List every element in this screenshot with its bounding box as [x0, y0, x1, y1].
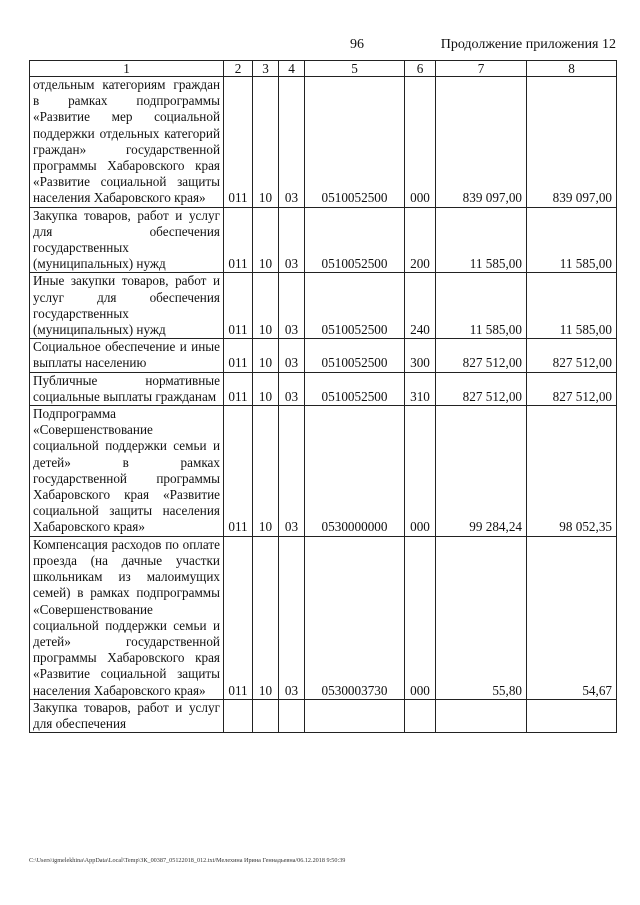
cell-target-item: 0510052500: [305, 207, 405, 273]
cell-target-item: [305, 699, 405, 732]
cell-expense-type: 000: [405, 77, 436, 208]
cell-expense-type: 300: [405, 339, 436, 372]
cell-amount-1: 827 512,00: [436, 372, 527, 405]
cell-subsection: 03: [279, 207, 305, 273]
cell-ministry: 011: [224, 77, 253, 208]
cell-ministry: [224, 699, 253, 732]
cell-section: 10: [253, 536, 279, 699]
row-name: Иные закупки товаров, работ и услуг для обеспечения государственных (муниципальных) нужд: [30, 273, 224, 339]
cell-amount-1: 827 512,00: [436, 339, 527, 372]
row-name: Закупка товаров, работ и услуг для обеспечения: [30, 699, 224, 732]
cell-ministry: 011: [224, 273, 253, 339]
cell-subsection: 03: [279, 77, 305, 208]
cell-expense-type: 000: [405, 536, 436, 699]
cell-target-item: 0530003730: [305, 536, 405, 699]
table-row: [30, 536, 617, 699]
cell-amount-2: 827 512,00: [527, 339, 617, 372]
row-name: Закупка товаров, работ и услуг для обеспечения государственных (муниципальных) нужд: [30, 207, 224, 273]
table-row: [30, 273, 617, 339]
cell-ministry: 011: [224, 372, 253, 405]
row-name: Подпрограмма «Совершенствование социальной поддержки семьи и детей» в рамках государственной программы Хабаровского края «Развитие социальной защиты населения Хабаровского края»: [30, 406, 224, 537]
row-name: Компенсация расходов по оплате проезда (на дачные участки школьникам из малоимущих семей) в рамках подпрограммы «Совершенствование социальной поддержки семьи и детей» государственной программы Хабаровского края «Развитие социальной защиты населения Хабаровского края»: [30, 536, 224, 699]
table-row: [30, 372, 617, 405]
cell-amount-2: 54,67: [527, 536, 617, 699]
cell-amount-1: 11 585,00: [436, 207, 527, 273]
cell-expense-type: 310: [405, 372, 436, 405]
table-row: [30, 77, 617, 208]
cell-ministry: 011: [224, 207, 253, 273]
cell-subsection: 03: [279, 406, 305, 537]
column-header: 6: [405, 61, 436, 77]
column-header: 7: [436, 61, 527, 77]
column-header: 3: [253, 61, 279, 77]
table-row: [30, 207, 617, 273]
cell-section: 10: [253, 406, 279, 537]
cell-expense-type: [405, 699, 436, 732]
cell-amount-1: [436, 699, 527, 732]
cell-ministry: 011: [224, 536, 253, 699]
continuation-note: Продолжение приложения 12: [440, 37, 616, 52]
cell-ministry: 011: [224, 406, 253, 537]
cell-section: 10: [253, 273, 279, 339]
cell-expense-type: 000: [405, 406, 436, 537]
cell-subsection: 03: [279, 372, 305, 405]
table-row: [30, 339, 617, 372]
row-name: Публичные нормативные социальные выплаты гражданам: [30, 372, 224, 405]
cell-section: 10: [253, 372, 279, 405]
cell-target-item: 0510052500: [305, 77, 405, 208]
cell-section: 10: [253, 339, 279, 372]
cell-target-item: 0510052500: [305, 372, 405, 405]
page-number: 96: [350, 37, 364, 52]
column-header: 8: [527, 61, 617, 77]
cell-target-item: 0510052500: [305, 273, 405, 339]
cell-expense-type: 200: [405, 207, 436, 273]
cell-amount-2: 98 052,35: [527, 406, 617, 537]
column-header: 5: [305, 61, 405, 77]
cell-expense-type: 240: [405, 273, 436, 339]
table-row: [30, 406, 617, 537]
cell-target-item: 0530000000: [305, 406, 405, 537]
cell-amount-1: 839 097,00: [436, 77, 527, 208]
cell-amount-2: 827 512,00: [527, 372, 617, 405]
cell-amount-2: 839 097,00: [527, 77, 617, 208]
budget-table: [29, 60, 617, 733]
header-row: [30, 61, 617, 77]
cell-ministry: 011: [224, 339, 253, 372]
cell-amount-1: 99 284,24: [436, 406, 527, 537]
footer-file-path: C:\Users\igmelekhina\AppData\Local\Temp\ЗК_00387_05122018_012.txt/Мелехина Ирина Геннадьевна/06.12.2018 9:50:39: [29, 857, 346, 864]
cell-subsection: 03: [279, 339, 305, 372]
cell-target-item: 0510052500: [305, 339, 405, 372]
row-name: Социальное обеспечение и иные выплаты населению: [30, 339, 224, 372]
cell-subsection: [279, 699, 305, 732]
column-header: 2: [224, 61, 253, 77]
cell-amount-2: [527, 699, 617, 732]
cell-subsection: 03: [279, 536, 305, 699]
cell-amount-1: 55,80: [436, 536, 527, 699]
row-name: отдельным категориям граждан в рамках подпрограммы «Развитие мер социальной поддержки отдельных категорий граждан» государственной программы Хабаровского края «Развитие социальной защиты населения Хабаровского края»: [30, 77, 224, 208]
cell-amount-2: 11 585,00: [527, 273, 617, 339]
cell-amount-2: 11 585,00: [527, 207, 617, 273]
column-header: 4: [279, 61, 305, 77]
cell-section: 10: [253, 207, 279, 273]
cell-section: 10: [253, 77, 279, 208]
table-row: [30, 699, 617, 732]
cell-amount-1: 11 585,00: [436, 273, 527, 339]
column-header: 1: [30, 61, 224, 77]
cell-section: [253, 699, 279, 732]
cell-subsection: 03: [279, 273, 305, 339]
